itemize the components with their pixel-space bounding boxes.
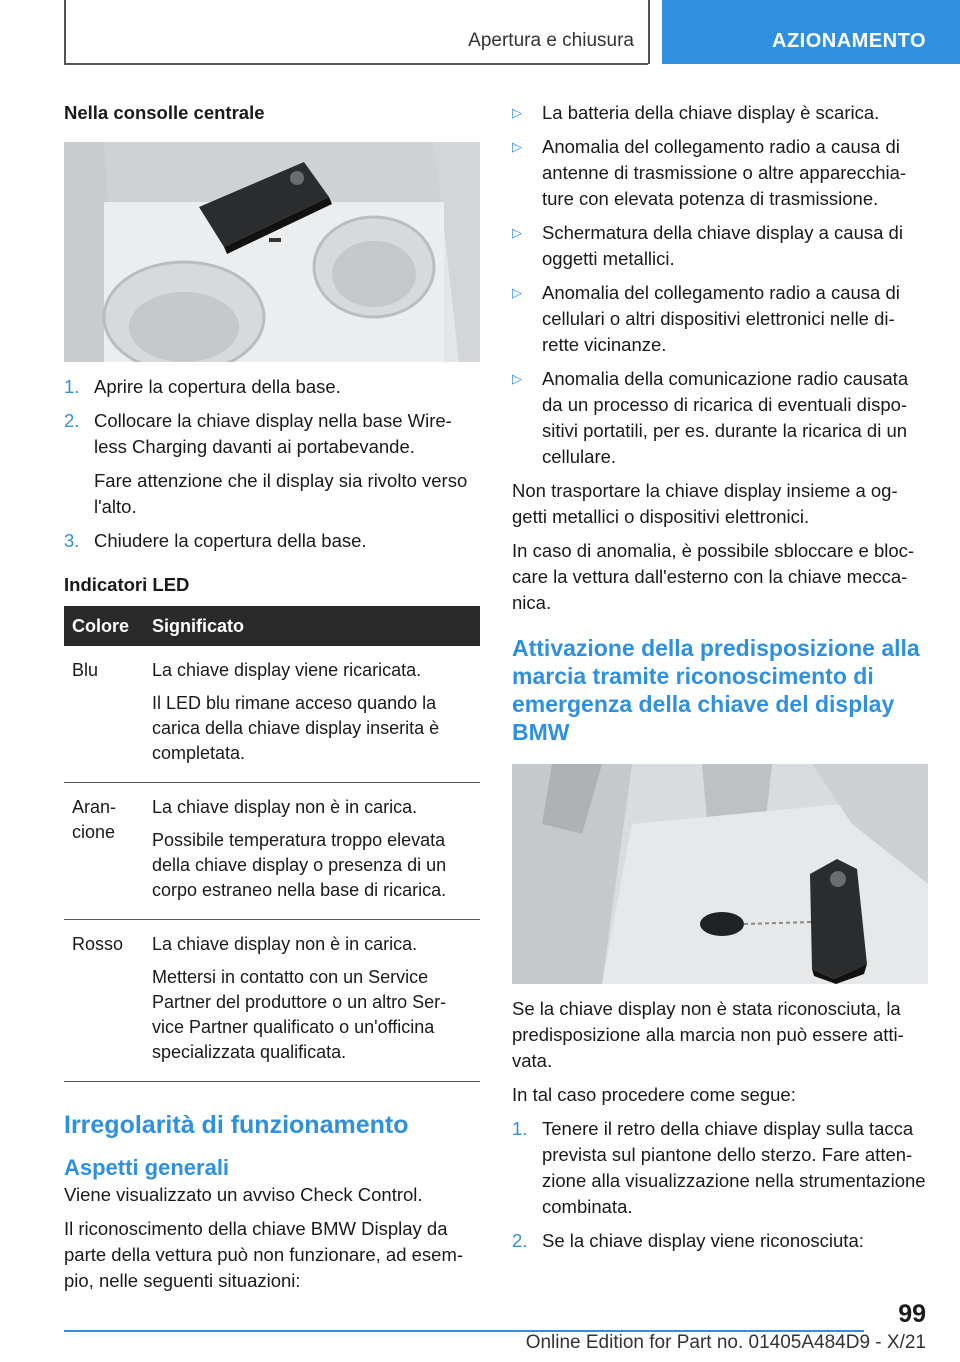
header-rule-bottom	[64, 63, 648, 65]
step-text: Se la chiave display viene riconosciuta:	[542, 1230, 864, 1251]
heading-malfunction: Irregolarità di funzionamento	[64, 1111, 409, 1139]
chapter-tab	[662, 0, 960, 64]
step-number: 3.	[64, 530, 80, 551]
bullet-text: Schermatura della chiave display a causa di oggetti metallici.	[542, 222, 903, 269]
triangle-bullet-icon: ▷	[512, 225, 522, 240]
bullet-text: La batteria della chiave display è scarica.	[542, 102, 880, 123]
figure-center-console-charging	[64, 142, 480, 362]
led-color-cell: Rosso	[64, 920, 144, 1082]
list-item	[512, 366, 928, 470]
page-number: 99	[898, 1300, 926, 1328]
list-item	[512, 280, 928, 358]
triangle-bullet-icon: ▷	[512, 139, 522, 154]
paragraph-recognition: Il riconoscimento della chiave BMW Display da parte della vettura può non funzionare, ad esem-pio, nelle seguenti situazioni:	[64, 1218, 464, 1291]
page-footer	[0, 1290, 960, 1362]
step-number: 2.	[512, 1230, 528, 1251]
table-header-row	[64, 606, 480, 646]
table-row	[64, 783, 480, 920]
led-meaning-line2: Possibile temperatura troppo elevata della chiave display o presenza di un corpo estraneo nella base di ricarica.	[152, 830, 447, 900]
page-header	[0, 0, 960, 66]
step-text: Collocare la chiave display nella base Wire-less Charging davanti ai portabevande.	[94, 410, 452, 457]
led-meaning-line2: Mettersi in contatto con un Service Partner del produttore o un altro Ser-vice Partner qualificato o un'officina specializzata qualificata.	[152, 967, 447, 1062]
led-meaning-cell	[144, 920, 480, 1082]
charging-steps-list	[64, 374, 480, 554]
list-item	[512, 100, 928, 126]
table-row	[64, 646, 480, 783]
step-number: 1.	[512, 1118, 528, 1139]
triangle-bullet-icon: ▷	[512, 371, 522, 386]
subhead-center-console: Nella consolle centrale	[64, 102, 265, 123]
led-meaning-line1: La chiave display non è in carica.	[152, 797, 418, 817]
step-text: Chiudere la copertura della base.	[94, 530, 367, 551]
bullet-text: Anomalia del collegamento radio a causa di cellulari o altri dispositivi elettronici nelle di-rette vicinanze.	[542, 282, 900, 355]
figure-steering-column-key	[512, 764, 928, 984]
center-console-illustration	[64, 142, 480, 362]
led-meaning-line2: Il LED blu rimane acceso quando la carica della chiave display inserita è completata.	[152, 693, 440, 763]
subhead-led-indicators: Indicatori LED	[64, 574, 190, 595]
step-number: 1.	[64, 376, 80, 397]
led-meaning-line1: La chiave display non è in carica.	[152, 934, 418, 954]
header-rule-left	[64, 0, 66, 64]
right-column	[512, 100, 928, 1262]
bullet-text: Anomalia della comunicazione radio causata da un processo di ricarica di eventuali dispo-sitivi portatili, per es. durante la ricarica di un cellulare.	[542, 368, 909, 467]
malfunction-causes-list	[512, 100, 928, 470]
emergency-steps-list	[512, 1116, 928, 1254]
list-item	[64, 408, 480, 520]
step-number: 2.	[64, 410, 80, 431]
triangle-bullet-icon: ▷	[512, 285, 522, 300]
led-meaning-cell	[144, 646, 480, 783]
steering-column-illustration	[512, 764, 928, 984]
header-rule-divider	[648, 0, 650, 64]
paragraph-procedure: In tal caso procedere come segue:	[512, 1084, 796, 1105]
list-item	[64, 528, 480, 554]
paragraph-do-not-carry: Non trasportare la chiave display insieme a og-getti metallici o dispositivi elettronici.	[512, 480, 898, 527]
list-item	[512, 134, 928, 212]
column-header-color: Colore	[64, 606, 144, 646]
heading-emergency-recognition: Attivazione della predisposizione alla marcia tramite riconoscimento di emergenza della chiave del display BMW	[512, 635, 920, 745]
step-text: Aprire la copertura della base.	[94, 376, 341, 397]
led-indicator-table	[64, 606, 480, 1082]
column-header-meaning: Significato	[144, 606, 480, 646]
led-color-cell: Blu	[64, 646, 144, 783]
list-item	[64, 374, 480, 400]
list-item	[512, 220, 928, 272]
bullet-text: Anomalia del collegamento radio a causa di antenne di trasmissione o altre apparecchia-ture con elevata potenza di trasmissione.	[542, 136, 907, 209]
list-item	[512, 1228, 928, 1254]
heading-general-aspects: Aspetti generali	[64, 1155, 230, 1180]
step-note: Fare attenzione che il display sia rivolto verso l'alto.	[94, 470, 468, 517]
paragraph-check-control: Viene visualizzato un avviso Check Control.	[64, 1184, 423, 1205]
chapter-title: AZIONAMENTO	[772, 30, 927, 52]
paragraph-mechanical-key: In caso di anomalia, è possibile sbloccare e bloc-care la vettura dall'esterno con la chiave mecca-nica.	[512, 540, 915, 613]
triangle-bullet-icon: ▷	[512, 105, 522, 120]
section-title: Apertura e chiusura	[468, 30, 634, 51]
led-color-cell: Aran-cione	[64, 783, 144, 920]
led-meaning-cell	[144, 783, 480, 920]
left-column	[64, 100, 480, 1294]
paragraph-not-recognized: Se la chiave display non è stata riconosciuta, la predisposizione alla marcia non può essere atti-vata.	[512, 998, 904, 1071]
edition-label: Online Edition for Part no. 01405A484D9 - X/21	[525, 1332, 926, 1353]
table-row	[64, 920, 480, 1082]
step-text: Tenere il retro della chiave display sulla tacca prevista sul piantone dello sterzo. Fare atten-zione alla visualizzazione nella strumentazione combinata.	[542, 1118, 926, 1217]
led-meaning-line1: La chiave display viene ricaricata.	[152, 660, 422, 680]
list-item	[512, 1116, 928, 1220]
